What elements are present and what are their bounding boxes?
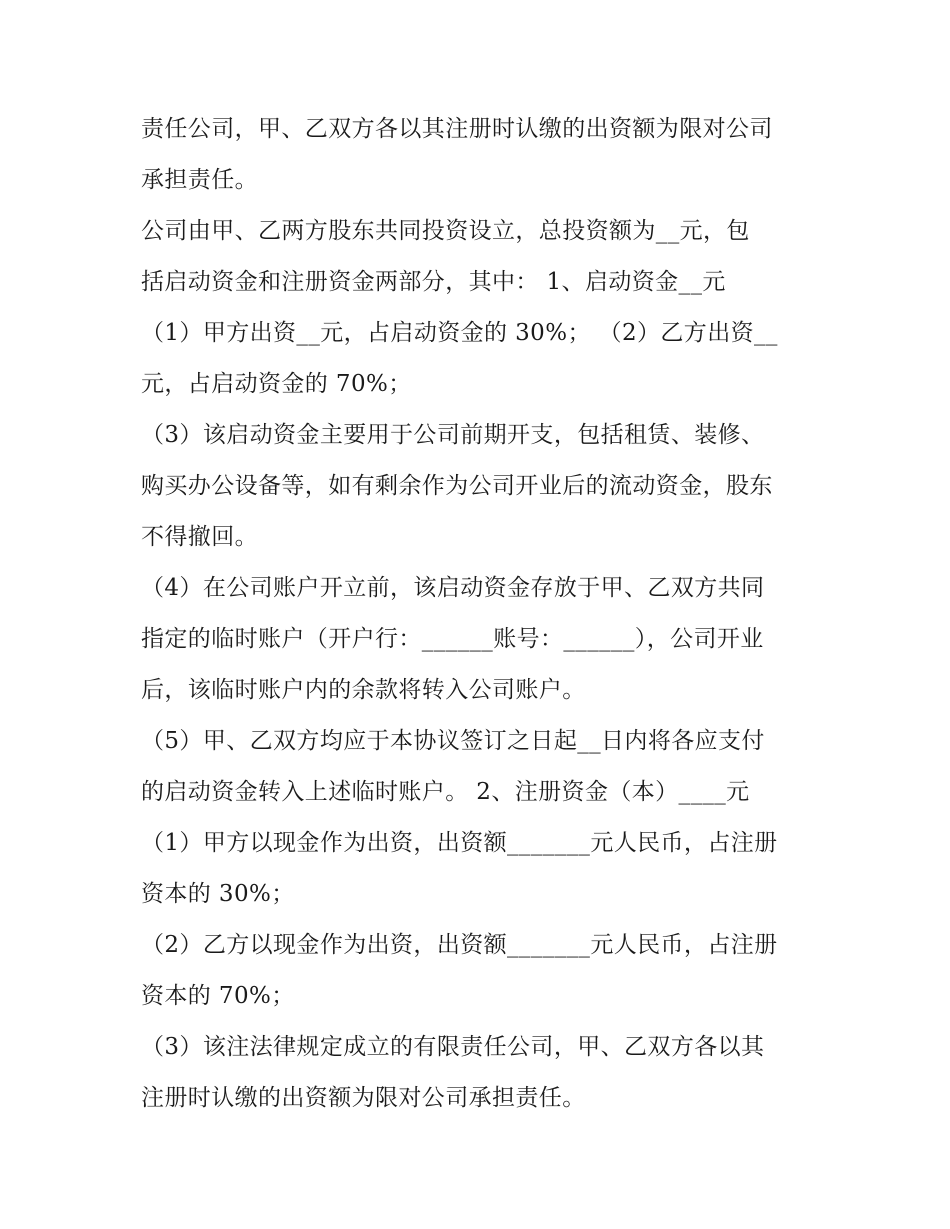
text-line: （1）甲方出资__元，占启动资金的 30%； （2）乙方出资__ — [141, 320, 778, 346]
document-body — [141, 104, 813, 1124]
text-line: 承担责任。 — [141, 167, 258, 193]
text-line: 注册时认缴的出资额为限对公司承担责任。 — [141, 1085, 586, 1111]
text-line: 后，该临时账户内的余款将转入公司账户。 — [141, 677, 586, 703]
text-line: 括启动资金和注册资金两部分，其中： 1、启动资金__元 — [141, 269, 726, 295]
text-line: 指定的临时账户（开户行：______账号：______），公司开业 — [141, 626, 764, 652]
text-line: （4）在公司账户开立前，该启动资金存放于甲、乙双方共同 — [141, 575, 765, 601]
text-line: 不得撤回。 — [141, 524, 258, 550]
text-line: （3）该启动资金主要用于公司前期开支，包括租赁、装修、 — [141, 422, 765, 448]
text-line: （2）乙方以现金作为出资，出资额_______元人民币，占注册 — [141, 932, 778, 958]
text-line: 资本的 30%； — [141, 881, 295, 907]
text-line: 资本的 70%； — [141, 983, 295, 1009]
text-line: 的启动资金转入上述临时账户。 2、注册资金（本）____元 — [141, 779, 750, 805]
text-line: 购买办公设备等，如有剩余作为公司开业后的流动资金，股东 — [141, 473, 773, 499]
text-line: （5）甲、乙双方均应于本协议签订之日起__日内将各应支付 — [141, 728, 765, 754]
text-line: 元，占启动资金的 70%； — [141, 371, 412, 397]
text-line: 公司由甲、乙两方股东共同投资设立，总投资额为__元，包 — [141, 218, 750, 244]
text-line: 责任公司，甲、乙双方各以其注册时认缴的出资额为限对公司 — [141, 116, 773, 142]
text-line: （1）甲方以现金作为出资，出资额_______元人民币，占注册 — [141, 830, 778, 856]
text-line: （3）该注法律规定成立的有限责任公司，甲、乙双方各以其 — [141, 1034, 765, 1060]
